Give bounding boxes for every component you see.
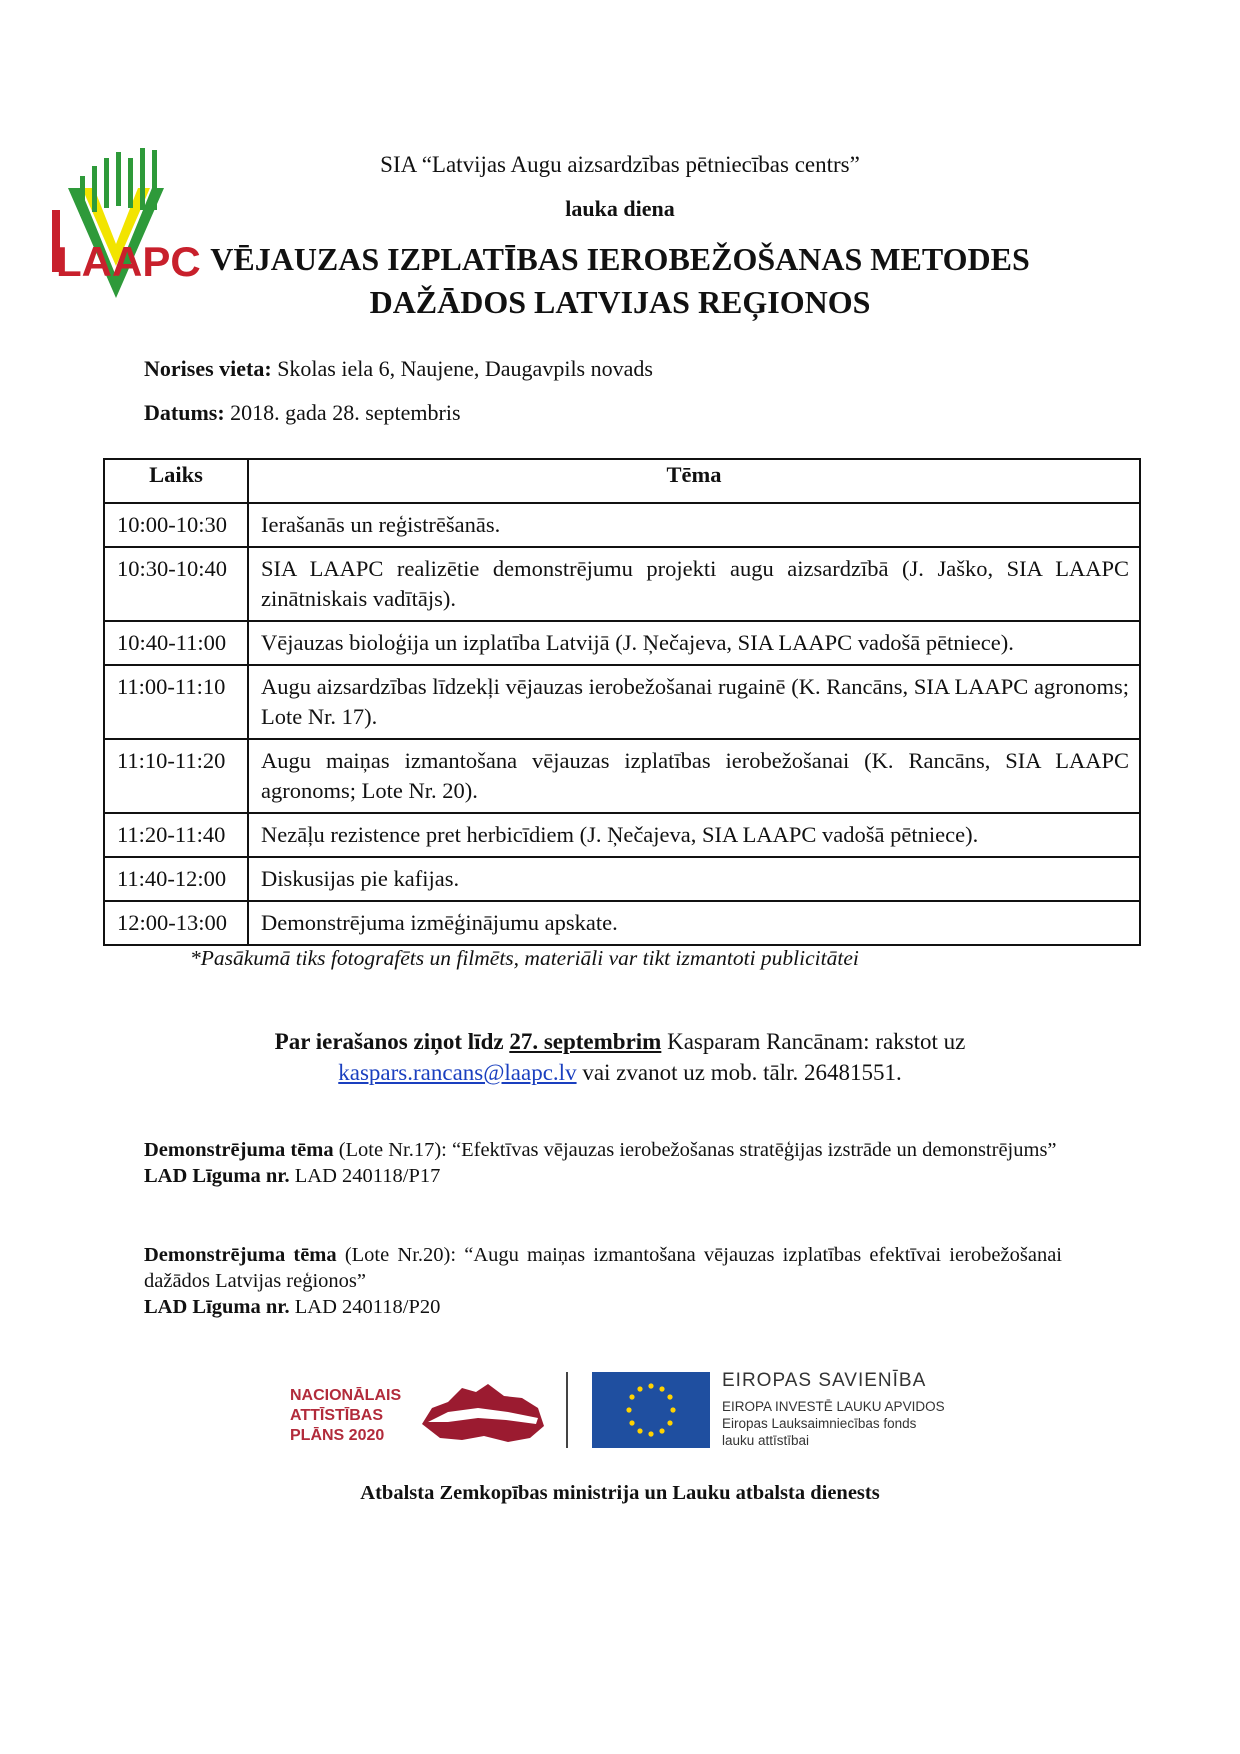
row-time: 12:00-13:00 [104,901,248,945]
demo-topic: “Augu maiņas izmantošana vējauzas izplatības efektīvai ierobežošanai dažādos Latvijas reģionos” [144,1244,1062,1292]
location-value: Skolas iela 6, Naujene, Daugavpils novads [277,356,653,381]
demo-label: Demonstrējuma tēma [144,1139,334,1161]
registration-deadline: 27. septembrim [509,1029,662,1054]
table-header-row [104,459,1140,503]
nap-2020-text: NACIONĀLAIS ATTĪSTĪBAS PLĀNS 2020 [290,1387,402,1444]
date-value: 2018. gada 28. septembris [230,400,461,425]
contract-value: LAD 240118/P20 [294,1296,441,1318]
table-row [104,739,1140,813]
contract-label: LAD Līguma nr. [144,1296,290,1318]
demo-lot: (Lote Nr.20): [344,1244,457,1266]
demo-block-20 [144,1242,1062,1320]
publicity-note: *Pasākumā tiks fotografēts un filmēts, materiāli var tikt izmantoti publicitātei [190,946,859,970]
page-title [160,238,1080,324]
latvia-map-icon [418,1378,548,1448]
table-row [104,503,1140,547]
row-topic: SIA LAAPC realizētie demonstrējumu projekti augu aizsardzībā (J. Jaško, SIA LAAPC zinātniskais vadītājs). [248,547,1140,621]
row-time: 10:40-11:00 [104,621,248,665]
row-time: 11:20-11:40 [104,813,248,857]
event-type: lauka diena [565,196,675,221]
demo-block-17 [144,1137,1122,1189]
registration-info [150,1026,1090,1088]
demo-label: Demonstrējuma tēma [144,1244,337,1266]
table-row [104,813,1140,857]
contact-phone: vai zvanot uz mob. tālr. 26481551. [582,1060,902,1085]
logo-divider [566,1372,568,1448]
date-line [144,400,461,426]
eu-flag-icon [592,1372,710,1448]
funding-logos [290,1370,970,1480]
row-topic: Diskusijas pie kafijas. [248,857,1140,901]
contract-value: LAD 240118/P17 [294,1165,441,1187]
row-topic: Demonstrējuma izmēģinājumu apskate. [248,901,1140,945]
row-topic: Nezāļu rezistence pret herbicīdiem (J. Ņečajeva, SIA LAAPC vadošā pētniece). [248,813,1140,857]
title-line-1: VĒJAUZAS IZPLATĪBAS IEROBEŽOŠANAS METODES [210,241,1030,277]
demo-lot: (Lote Nr.17): [338,1139,447,1161]
support-statement: Atbalsta Zemkopības ministrija un Lauku atbalsta dienests [360,1482,880,1504]
table-row [104,901,1140,945]
date-label: Datums: [144,400,225,425]
contact-email-link[interactable]: kaspars.rancans@laapc.lv [338,1060,577,1085]
demo-topic: “Efektīvas vējauzas ierobežošanas stratēģijas izstrāde un demonstrējums” [452,1139,1057,1161]
table-row [104,857,1140,901]
row-topic: Augu maiņas izmantošana vējauzas izplatības ierobežošanai (K. Rancāns, SIA LAAPC agronoms; Lote Nr. 20). [248,739,1140,813]
row-time: 11:40-12:00 [104,857,248,901]
registration-lead: Par ierašanos ziņot līdz [274,1029,504,1054]
row-topic: Ierašanās un reģistrēšanās. [248,503,1140,547]
row-topic: Augu aizsardzības līdzekļi vējauzas ierobežošanai rugainē (K. Rancāns, SIA LAAPC agronoms; Lote Nr. 17). [248,665,1140,739]
location-label: Norises vieta: [144,356,272,381]
location-line [144,356,653,382]
contract-label: LAD Līguma nr. [144,1165,290,1187]
organization-name: SIA “Latvijas Augu aizsardzības pētniecības centrs” [380,152,860,177]
row-topic: Vējauzas bioloģija un izplatība Latvijā (J. Ņečajeva, SIA LAAPC vadošā pētniece). [248,621,1140,665]
eu-text: EIROPAS SAVIENĪBA EIROPA INVESTĒ LAUKU APVIDOS Eiropas Lauksaimniecības fonds lauku attīstībai [722,1370,945,1448]
table-row [104,621,1140,665]
header-time: Laiks [104,459,248,503]
table-row [104,547,1140,621]
row-time: 11:00-11:10 [104,665,248,739]
registration-contact: Kasparam Rancānam: rakstot uz [667,1029,966,1054]
row-time: 11:10-11:20 [104,739,248,813]
header-topic: Tēma [248,459,1140,503]
row-time: 10:30-10:40 [104,547,248,621]
svg-text:LAAPC: LAAPC [56,238,201,285]
title-line-2: DAŽĀDOS LATVIJAS REĢIONOS [369,284,871,320]
row-time: 10:00-10:30 [104,503,248,547]
schedule-table [103,458,1141,946]
table-row [104,665,1140,739]
